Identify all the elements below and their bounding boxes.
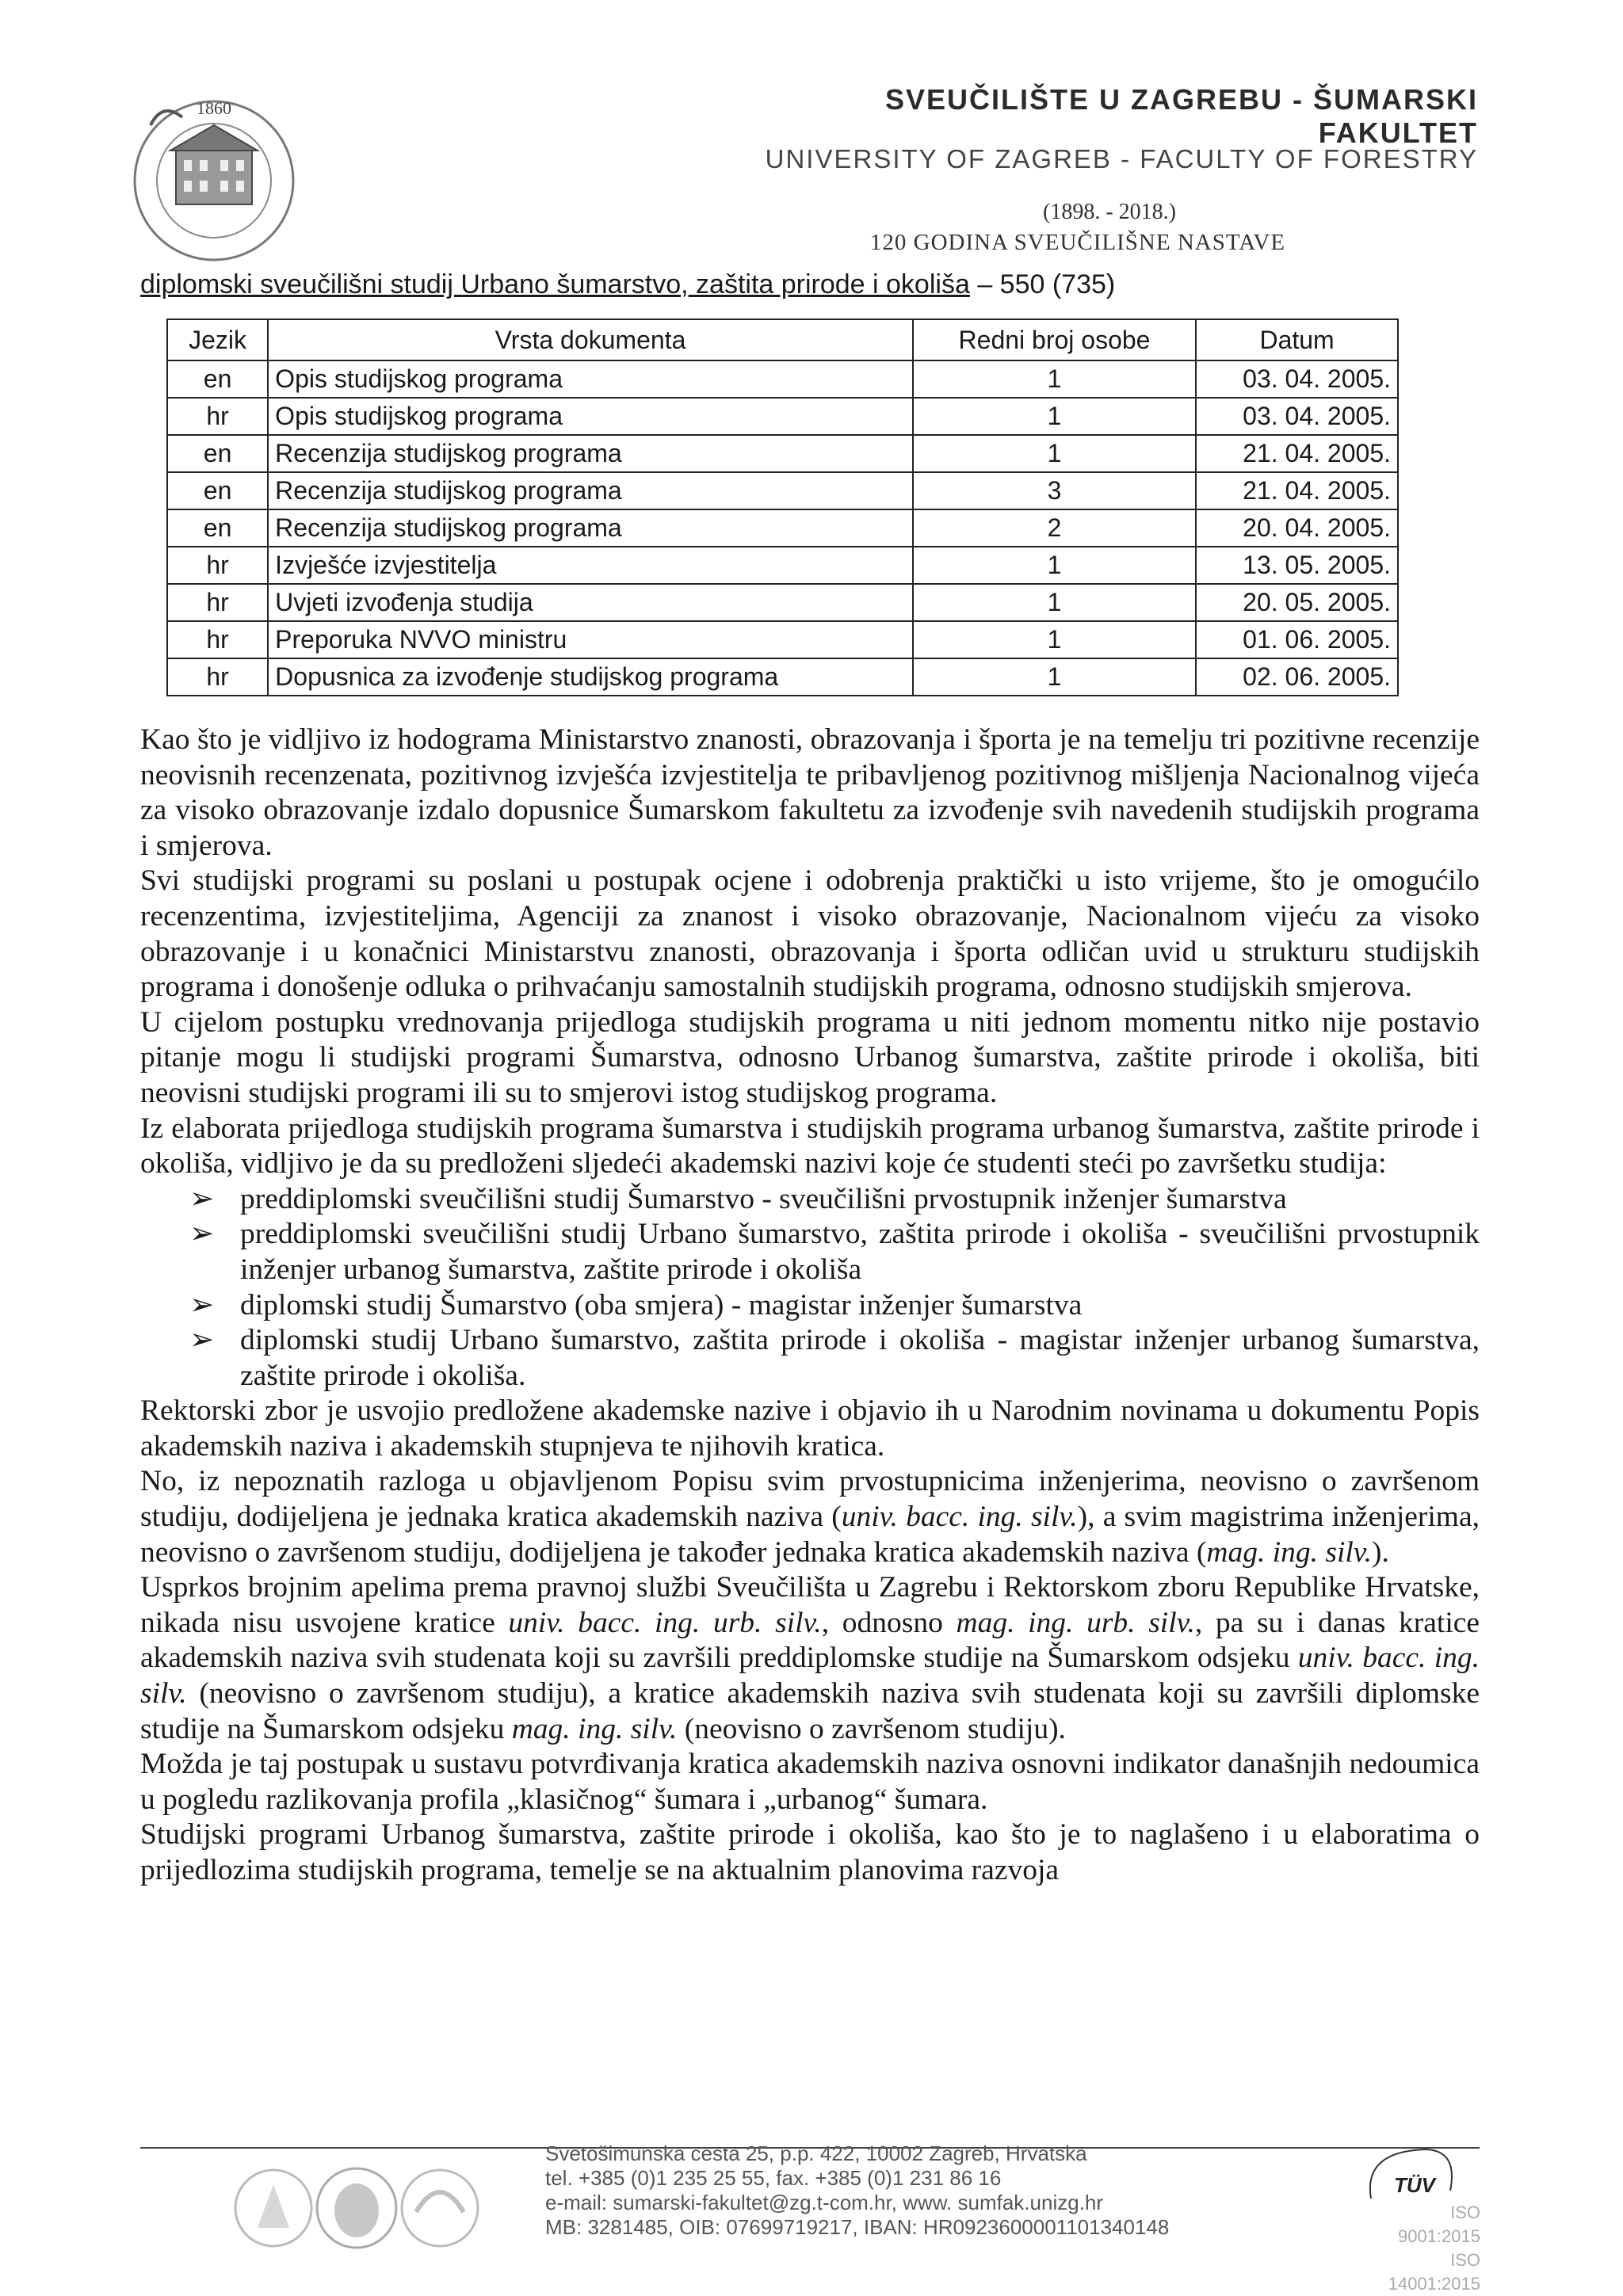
paragraph: Studijski programi Urbanog šumarstva, zaštite prirode i okoliša, kao što je to naglašeno i u elaboratima o prijedlozima studijskih programa, temelje se na aktualnim planovima razvoja — [140, 1818, 1480, 1886]
table-row — [167, 658, 1398, 696]
cell-type: Opis studijskog programa — [268, 360, 913, 398]
cell-num: 3 — [913, 472, 1196, 509]
table-row — [167, 547, 1398, 584]
table-row — [167, 398, 1398, 435]
cell-date: 02. 06. 2005. — [1196, 658, 1398, 696]
table-row — [167, 360, 1398, 398]
paragraph: U cijelom postupku vrednovanja prijedloga studijskih programa u niti jednom momentu nitko nije postavio pitanje mogu li studijski programi Šumarstva, odnosno Urbanog šumarstva, zaštite prirode i okoliša, biti neovisni studijski programi ili su to smjerovi istog studijskog programa. — [140, 1005, 1480, 1109]
cell-date: 03. 04. 2005. — [1196, 398, 1398, 435]
cell-date: 20. 05. 2005. — [1196, 584, 1398, 621]
paragraph: Možda je taj postupak u sustavu potvrđivanja kratica akademskih naziva osnovni indikator današnjih nedoumica u pogledu razlikovanja profila „klasičnog“ šumara i „urbanog“ šumara. — [140, 1748, 1480, 1816]
table-row — [167, 472, 1398, 509]
cell-num: 1 — [913, 360, 1196, 398]
list-item — [140, 1323, 1480, 1394]
cell-lang: hr — [167, 658, 268, 696]
list-item — [140, 1217, 1480, 1287]
cell-lang: hr — [167, 621, 268, 658]
cell-type: Uvjeti izvođenja studija — [268, 584, 913, 621]
iso-14001: ISO 14001:2015 — [1388, 2250, 1480, 2294]
list-item-text: preddiplomski sveučilišni studij Šumarstvo - sveučilišni prvostupnik inženjer šumarstva — [240, 1182, 1287, 1215]
paragraph: Iz elaborata prijedloga studijskih programa šumarstva i studijskih programa urbanog šumarstva, zaštite prirode i okoliša, vidljivo je da su predloženi sljedeći akademski nazivi koje će studenti steći po završetku studija: — [140, 1112, 1480, 1180]
institution-name-hr: SVEUČILIŠTE U ZAGREBU - ŠUMARSKI FAKULTET — [884, 83, 1478, 149]
abbreviation: mag. ing. silv. — [1206, 1535, 1373, 1569]
footer-ids: MB: 3281485, OIB: 07699719217, IBAN: HR0923600001101340148 — [545, 2215, 1170, 2239]
cell-lang: en — [167, 360, 268, 398]
paragraph: No, iz nepoznatih razloga u objavljenom Popisu svim prvostupnicima inženjerima, neovisno o završenom studiju, dodijeljena je jednaka kratica akademskih naziva (univ. bacc. ing. silv.), a svim magistrima inženjerima, neovisno o završenom studiju, dodijeljena je također jednaka kratica akademskih naziva (mag. ing. silv.). — [140, 1465, 1480, 1569]
cell-lang: hr — [167, 398, 268, 435]
cell-type: Recenzija studijskog programa — [268, 435, 913, 472]
table-header-row — [167, 319, 1398, 360]
cell-type: Opis studijskog programa — [268, 398, 913, 435]
cell-date: 01. 06. 2005. — [1196, 621, 1398, 658]
list-item-text: diplomski studij Šumarstvo (oba smjera) - magistar inženjer šumarstva — [240, 1288, 1083, 1322]
table-row — [167, 584, 1398, 621]
iso-9001: ISO 9001:2015 — [1398, 2203, 1480, 2246]
table-row — [167, 509, 1398, 547]
arrow-bullet-icon: ➢ — [189, 1182, 215, 1215]
list-item-text: diplomski studij Urbano šumarstvo, zaštita prirode i okoliša - magistar inženjer urbanog šumarstva, zaštite prirode i okoliša. — [240, 1324, 1480, 1392]
abbreviation: univ. bacc. ing. urb. silv. — [508, 1606, 822, 1639]
cell-date: 21. 04. 2005. — [1196, 435, 1398, 472]
cell-type: Dopusnica za izvođenje studijskog programa — [268, 658, 913, 696]
program-code: – 550 (735) — [969, 269, 1116, 299]
header-num: Redni broj osobe — [913, 319, 1196, 360]
cell-num: 1 — [913, 547, 1196, 584]
program-title — [140, 269, 1115, 300]
cell-lang: en — [167, 472, 268, 509]
academic-titles-list — [140, 1182, 1480, 1394]
footer-phone: tel. +385 (0)1 235 25 55, fax. +385 (0)1 231 86 16 — [545, 2166, 1002, 2190]
paragraph: Kao što je vidljivo iz hodograma Ministarstvo znanosti, obrazovanja i športa je na temelju tri pozitivne recenzije neovisnih recenzenata, pozitivnog izvješća izvjestitelja te pribavljenog pozitivnog mišljenja Nacionalnog vijeća za visoko obrazovanje izdalo dopusnice Šumarskom fakultetu za izvođenje svih navedenih studijskih programa i smjerova. — [140, 723, 1480, 862]
paragraph: Rektorski zbor je usvojio predložene akademske nazive i objavio ih u Narodnim novinama u dokumentu Popis akademskih naziva i akademskih stupnjeva te njihovih kratica. — [140, 1394, 1480, 1463]
iso-certifications — [1385, 2201, 1480, 2296]
cell-date: 03. 04. 2005. — [1196, 360, 1398, 398]
footer-email: e-mail: sumarski-fakultet@zg.t-com.hr, www. sumfak.unizg.hr — [545, 2191, 1104, 2214]
abbreviation: mag. ing. urb. silv. — [956, 1606, 1195, 1639]
footer-address: Svetošimunska cesta 25, p.p. 422, 10002 Zagreb, Hrvatska — [545, 2142, 1087, 2165]
header-lang: Jezik — [167, 319, 268, 360]
faculty-seals-icon — [230, 2157, 483, 2260]
cell-lang: en — [167, 435, 268, 472]
cell-num: 1 — [913, 398, 1196, 435]
cell-date: 20. 04. 2005. — [1196, 509, 1398, 547]
svg-text:TÜV: TÜV — [1394, 2173, 1435, 2197]
anniversary-title: 120 GODINA SVEUČILIŠNE NASTAVE — [869, 230, 1286, 255]
abbreviation: mag. ing. silv. — [511, 1712, 678, 1745]
footer-contact — [545, 2142, 1169, 2240]
table-row — [167, 621, 1398, 658]
cell-type: Recenzija studijskog programa — [268, 472, 913, 509]
cell-type: Preporuka NVVO ministru — [268, 621, 913, 658]
cell-date: 13. 05. 2005. — [1196, 547, 1398, 584]
cell-lang: hr — [167, 547, 268, 584]
svg-text:1860: 1860 — [197, 98, 231, 118]
cell-date: 21. 04. 2005. — [1196, 472, 1398, 509]
paragraph: Svi studijski programi su poslani u postupak ocjene i odobrenja praktički u isto vrijeme, što je omogućilo recenzentima, izvjestiteljima, Agenciji za znanost i visoko obrazovanje, Nacionalnom vijeću za visoko obrazovanje i u konačnici Ministarstvu znanosti, obrazovanja i športa odličan uvid u strukturu studijskih programa i donošenje odluka o prihvaćanju samostalnih studijskih programa, odnosno studijskih smjerova. — [140, 864, 1480, 1004]
cell-num: 1 — [913, 435, 1196, 472]
abbreviation: univ. bacc. ing. silv. — [841, 1501, 1078, 1534]
cell-lang: en — [167, 509, 268, 547]
cell-lang: hr — [167, 584, 268, 621]
list-item — [140, 1288, 1480, 1324]
list-item-text: preddiplomski sveučilišni studij Urbano šumarstvo, zaštita prirode i okoliša - sveučilišni prvostupnik inženjer urbanog šumarstva, zaštite prirode i okoliša — [240, 1218, 1480, 1286]
header-date: Datum — [1196, 319, 1398, 360]
cell-num: 1 — [913, 621, 1196, 658]
institution-name-en: UNIVERSITY OF ZAGREB - FACULTY OF FORESTRY — [765, 144, 1478, 174]
table-row — [167, 435, 1398, 472]
paragraph: Usprkos brojnim apelima prema pravnoj službi Sveučilišta u Zagrebu i Rektorskom zboru Republike Hrvatske, nikada nisu usvojene kratice univ. bacc. ing. urb. silv., odnosno mag. ing. urb. silv., pa su i danas kratice akademskih naziva svih studenata koji su završili preddiplomske studije na Šumarskom odsjeku univ. bacc. ing. silv. (neovisno o završenom studiju), a kratice akademskih naziva svih studenata koji su završili diplomske studije na Šumarskom odsjeku mag. ing. silv. (neovisno o završenom studiju). — [140, 1571, 1480, 1745]
abbreviation: univ. bacc. ing. silv. — [140, 1642, 1480, 1711]
program-name: diplomski sveučilišni studij Urbano šumarstvo, zaštita prirode i okoliša — [140, 269, 970, 299]
arrow-bullet-icon: ➢ — [189, 1288, 215, 1322]
header-type: Vrsta dokumenta — [268, 319, 913, 360]
body-text — [140, 723, 1480, 1889]
cell-type: Recenzija studijskog programa — [268, 509, 913, 547]
arrow-bullet-icon: ➢ — [189, 1324, 215, 1357]
cell-num: 2 — [913, 509, 1196, 547]
anniversary-years: (1898. - 2018.) — [1043, 200, 1176, 224]
arrow-bullet-icon: ➢ — [189, 1218, 215, 1251]
university-seal-icon — [127, 93, 301, 268]
cell-type: Izvješće izvjestitelja — [268, 547, 913, 584]
tuv-certification-icon — [1339, 2143, 1466, 2206]
list-item — [140, 1182, 1480, 1218]
documents-table — [166, 318, 1399, 696]
cell-num: 1 — [913, 658, 1196, 696]
cell-num: 1 — [913, 584, 1196, 621]
